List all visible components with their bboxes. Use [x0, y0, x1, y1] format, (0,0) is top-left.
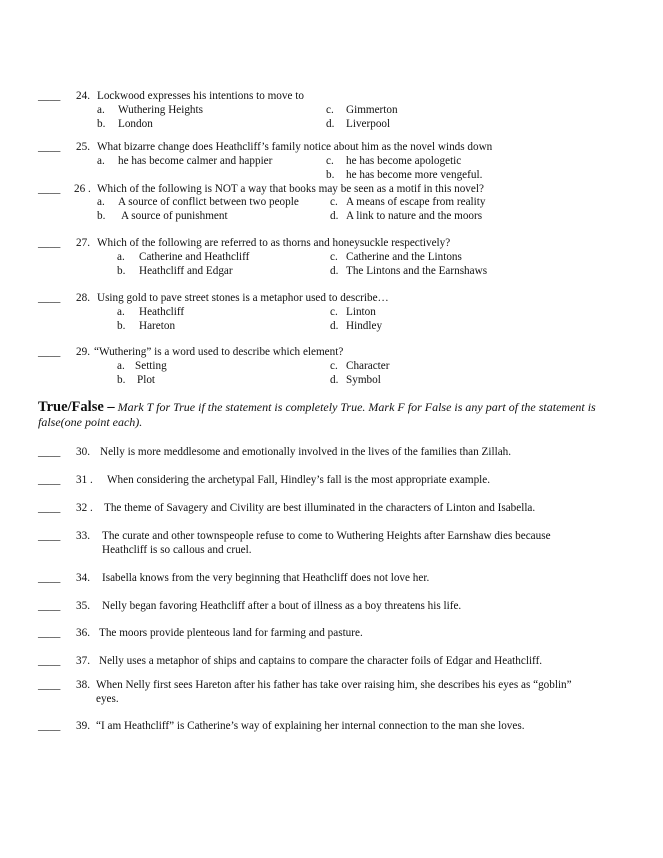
answer-blank[interactable]: ____	[38, 474, 61, 486]
option-letter: a.	[117, 360, 125, 372]
option-text: Setting	[135, 360, 167, 372]
option-letter: b.	[97, 118, 106, 130]
true-false-section-header	[38, 400, 598, 430]
question-text-continued: Heathcliff is so callous and cruel.	[102, 544, 252, 556]
question-number: 35.	[76, 600, 90, 612]
option-text: Hareton	[139, 320, 176, 332]
option-letter: d.	[330, 374, 339, 386]
question-text: “Wuthering” is a word used to describe which element?	[94, 346, 344, 358]
question-text: Nelly is more meddlesome and emotionally involved in the lives of the families than Zillah.	[100, 446, 512, 458]
answer-blank[interactable]: ____	[38, 679, 61, 691]
option-letter: c.	[330, 196, 338, 208]
answer-blank[interactable]: ____	[38, 292, 61, 304]
question-text: The curate and other townspeople refuse to come to Wuthering Heights after Earnshaw dies because	[102, 530, 551, 542]
question-number: 24.	[76, 90, 90, 102]
answer-blank[interactable]: ____	[38, 720, 61, 732]
option-letter: c.	[326, 155, 334, 167]
option-text: Liverpool	[346, 118, 391, 130]
answer-blank[interactable]: ____	[38, 141, 61, 153]
option-text: Character	[346, 360, 390, 372]
answer-blank[interactable]: ____	[38, 502, 61, 514]
question-number: 32 .	[76, 502, 93, 514]
question-number: 31 .	[76, 474, 93, 486]
question-number: 38.	[76, 679, 90, 691]
option-letter: d.	[326, 118, 335, 130]
option-text: Hindley	[346, 320, 383, 332]
option-text: The Lintons and the Earnshaws	[346, 265, 488, 277]
option-letter: a.	[117, 306, 125, 318]
option-letter: c.	[326, 104, 334, 116]
question-number: 26 .	[74, 183, 91, 195]
question-text: What bizarre change does Heathcliff’s family notice about him as the novel winds down	[97, 141, 493, 153]
option-letter: d.	[330, 320, 339, 332]
question-number: 34.	[76, 572, 90, 584]
option-letter: c.	[330, 360, 338, 372]
answer-blank[interactable]: ____	[38, 655, 61, 667]
option-text: Plot	[137, 374, 156, 386]
question-text: Nelly uses a metaphor of ships and captains to compare the character foils of Edgar and Heathcliff.	[99, 655, 543, 667]
option-text: A source of punishment	[121, 210, 228, 222]
option-letter: c.	[330, 306, 338, 318]
answer-blank[interactable]: ____	[38, 237, 61, 249]
question-number: 27.	[76, 237, 90, 249]
answer-blank[interactable]: ____	[38, 600, 61, 612]
answer-blank[interactable]: ____	[38, 627, 61, 639]
question-number: 25.	[76, 141, 90, 153]
option-letter: a.	[97, 155, 105, 167]
question-text: Isabella knows from the very beginning that Heathcliff does not love her.	[102, 572, 430, 584]
question-number: 39.	[76, 720, 90, 732]
question-number: 28.	[76, 292, 90, 304]
option-text: Heathcliff and Edgar	[139, 265, 233, 277]
option-letter: d.	[330, 265, 339, 277]
option-text: Catherine and Heathcliff	[139, 251, 250, 263]
section-title: True/False –	[38, 399, 115, 415]
option-letter: d.	[330, 210, 339, 222]
option-letter: a.	[97, 196, 105, 208]
option-text: he has become apologetic	[346, 155, 462, 167]
question-text: The theme of Savagery and Civility are best illuminated in the characters of Linton and Isabella.	[104, 502, 536, 514]
option-text: A means of escape from reality	[346, 196, 486, 208]
question-text: Which of the following is NOT a way that books may be seen as a motif in this novel?	[97, 183, 484, 195]
option-letter: b.	[117, 320, 126, 332]
option-text: he has become more vengeful.	[346, 169, 483, 181]
question-number: 36.	[76, 627, 90, 639]
option-text: London	[118, 118, 153, 130]
option-letter: b.	[326, 169, 335, 181]
question-text: Nelly began favoring Heathcliff after a bout of illness as a boy threatens his life.	[102, 600, 462, 612]
answer-blank[interactable]: ____	[38, 530, 61, 542]
option-text: Symbol	[346, 374, 381, 386]
option-letter: a.	[97, 104, 105, 116]
section-instructions: Mark T for True if the statement is completely True. Mark F for False is any part of the statement is false(one point each).	[38, 400, 596, 429]
question-text: “I am Heathcliff” is Catherine’s way of explaining her internal connection to the man she loves.	[96, 720, 525, 732]
option-letter: b.	[117, 374, 126, 386]
question-text: Using gold to pave street stones is a metaphor used to describe…	[97, 292, 389, 304]
option-text: Gimmerton	[346, 104, 398, 116]
option-text: Linton	[346, 306, 376, 318]
option-letter: b.	[117, 265, 126, 277]
answer-blank[interactable]: ____	[38, 572, 61, 584]
question-number: 37.	[76, 655, 90, 667]
option-letter: b.	[97, 210, 106, 222]
question-number: 30.	[76, 446, 90, 458]
option-text: he has become calmer and happier	[118, 155, 273, 167]
answer-blank[interactable]: ____	[38, 183, 61, 195]
question-text: The moors provide plenteous land for farming and pasture.	[99, 627, 363, 639]
question-text: Which of the following are referred to as thorns and honeysuckle respectively?	[97, 237, 451, 249]
option-text: A source of conflict between two people	[118, 196, 299, 208]
answer-blank[interactable]: ____	[38, 446, 61, 458]
answer-blank[interactable]: ____	[38, 90, 61, 102]
question-text: Lockwood expresses his intentions to move to	[97, 90, 304, 102]
option-text: Heathcliff	[139, 306, 185, 318]
question-text: When Nelly first sees Hareton after his father has take over raising him, she describes his eyes as “goblin”	[96, 679, 572, 691]
answer-blank[interactable]: ____	[38, 346, 61, 358]
option-text: A link to nature and the moors	[346, 210, 483, 222]
question-text-continued: eyes.	[96, 693, 119, 705]
option-text: Catherine and the Lintons	[346, 251, 462, 263]
question-number: 33.	[76, 530, 90, 542]
option-text: Wuthering Heights	[118, 104, 203, 116]
question-text: When considering the archetypal Fall, Hindley’s fall is the most appropriate example.	[107, 474, 491, 486]
option-letter: c.	[330, 251, 338, 263]
question-number: 29.	[76, 346, 90, 358]
option-letter: a.	[117, 251, 125, 263]
